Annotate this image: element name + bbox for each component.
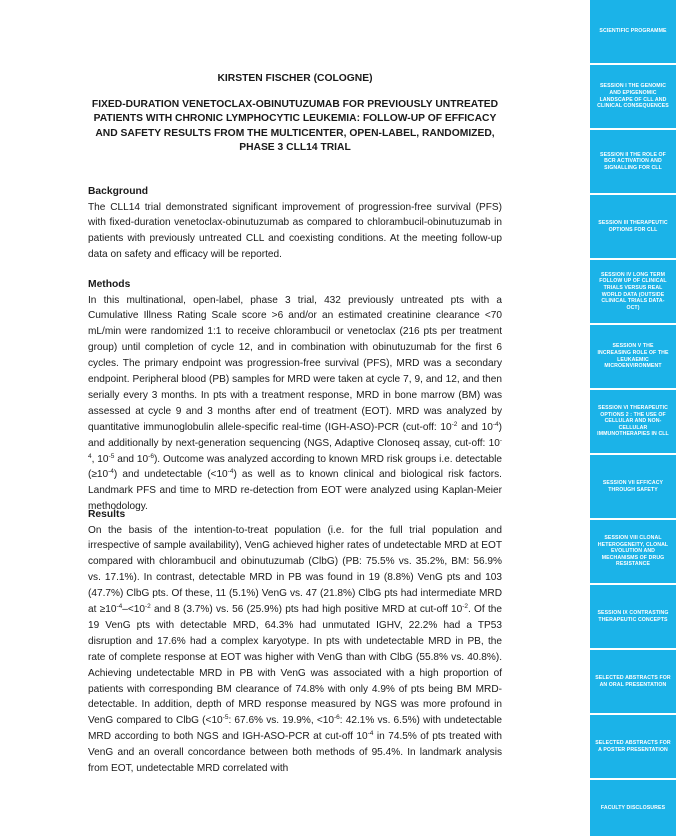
nav-faculty-disclosures[interactable]: FACULTY DISCLOSURES — [590, 780, 676, 836]
nav-session-6[interactable]: SESSION VI THERAPEUTIC OPTIONS 2 : THE USE OF CELLULAR AND NON-CELLULAR IMMUNOTHERAPIES IN CLL — [590, 390, 676, 453]
nav-session-7[interactable]: SESSION VII EFFICACY THROUGH SAFETY — [590, 455, 676, 518]
nav-oral-abstracts[interactable]: SELECTED ABSTRACTS FOR AN ORAL PRESENTATION — [590, 650, 676, 713]
nav-session-1[interactable]: SESSION I THE GENOMIC AND EPIGENOMIC LANDSCAPE OF CLL AND CLINICAL CONSEQUENCES — [590, 65, 676, 128]
author-line: KIRSTEN FISCHER (COLOGNE) — [217, 73, 373, 84]
nav-session-8[interactable]: SESSION VIII CLONAL HETEROGENEITY, CLONAL EVOLUTION AND MECHANISMS OF DRUG RESISTANCE — [590, 520, 676, 583]
nav-session-3[interactable]: SESSION III THERAPEUTIC OPTIONS FOR CLL — [590, 195, 676, 258]
section-navigation — [590, 0, 676, 836]
background-text: The CLL14 trial demonstrated significant improvement of progression-free survival (PFS) with fixed-duration venetoclax-obinutuzumab as compared to chlorambucil-obinutuzumab in patients with previously untreated CLL and coexisting conditions. At the meeting follow-up data on safety and efficacy will be reported. — [88, 201, 502, 261]
nav-session-2[interactable]: SESSION II THE ROLE OF BCR ACTIVATION AND SIGNALLING FOR CLL — [590, 130, 676, 193]
background-heading: Background — [88, 186, 149, 197]
results-text: On the basis of the intention-to-treat population (i.e. for the full trial population and irrespective of sample availability), VenG achieved higher rates of undetectable MRD at EOT compared with chlorambucil and obinutuzumab (ClbG) (PB: 75.5% vs. 35.2%, BM: 56.9% vs. 17.1%). In contrast, detectable MRD in PB was found in 19 (8.8%) VenG pts and 103 (47.7%) ClbG pts. Of these, 11 (5.1%) VenG vs. 47 (21.8%) ClbG pts had intermediate MRD at $\ge 10^{-4}-<10^{-2}$ and 8 (3.7%) vs. 56 (25.9%) pts had high positive MRD at cut-off $10^{-2}$. Of the 19 VenG pts with detectable MRD, 64.3% had unmutated IGHV, 22.2% had a TP53 disruption and 17.6% had a complex karyotype. In pts with undetectable MRD in PB, the rate of complete response at EOT was higher with VenG than with ClbG (55.8% vs. 40.8%). Achieving undetectable MRD in PB with VenG was associated with a high proportion of patients with corresponding BM clearance of 74.8% with only 4.9% of pts being BM MRD-detectable. In addition, depth of MRD response measured by NGS was more profound in VenG compared to ClbG ($<10^{-5}$: 67.6% vs. 19.9%, $<10^{-6}$: 42.1% vs. 6.5%) with undetectable MRD according to both NGS and IGH-ASO-PCR at cut-off $10^{-4}$ in 74.5% of pts treated with VenG and an overall concordance between both methods of 95.4%. In landmark analysis from EOT, undetectable MRD correlated with — [88, 524, 502, 775]
nav-scientific-programme[interactable]: SCIENTIFIC PROGRAMME — [590, 0, 676, 63]
nav-session-9[interactable]: SESSION IX CONTRASTING THERAPEUTIC CONCEPTS — [590, 585, 676, 648]
nav-session-5[interactable]: SESSION V THE INCREASING ROLE OF THE LEUKAEMIC MICROENVIRONMENT — [590, 325, 676, 388]
background-section — [88, 184, 502, 263]
abstract-title: FIXED-DURATION VENETOCLAX-OBINUTUZUMAB FOR PREVIOUSLY UNTREATED PATIENTS WITH CHRONIC LYMPHOCYTIC LEUKEMIA: FOLLOW-UP OF EFFICACY AND SAFETY RESULTS FROM THE MULTICENTER, OPEN-LABEL, RANDOMIZED, PHASE 3 CLL14 TRIAL — [91, 99, 499, 154]
methods-section — [88, 277, 502, 515]
results-heading: Results — [88, 509, 126, 520]
methods-heading: Methods — [88, 279, 131, 290]
nav-session-4[interactable]: SESSION IV LONG TERM FOLLOW UP OF CLINICAL TRIALS VERSUS REAL WORLD DATA (OUTSIDE CLINICAL TRIALS DATA-OCT) — [590, 260, 676, 323]
results-section — [88, 507, 502, 777]
nav-poster-abstracts[interactable]: SELECTED ABSTRACTS FOR A POSTER PRESENTATION — [590, 715, 676, 778]
methods-text: In this multinational, open-label, phase 3 trial, 432 previously untreated pts with a Cumulative Illness Rating Scale score >6 and/or an estimated creatinine clearance <70 mL/min were randomized 1:1 to receive chlorambucil or venetoclax (216 pts per treatment group) until completion of cycle 12, and in combination with obinutuzumab for the first 6 cycles. The primary endpoint was progression-free survival (PFS), MRD was a secondary endpoint. Peripheral blood (PB) samples for MRD were taken at cycle 7, 9, and 12, and then serially every 3 months. In pts with a treatment response, MRD in bone marrow (BM) was assessed at cycle 9 and 3 months after end of treatment (EOT). MRD was analyzed by quantitative immunoglobulin allele-specific real-time (IGH-ASO)-PCR (cut-off: $10^{-2}$ and $10^{-4}$) and additionally by next-generation sequencing (NGS, Adaptive Clonoseq assay, cut-off: $10^{-4}$, $10^{-5}$ and $10^{-6}$). Outcome was analyzed according to known MRD risk groups i.e. detectable $(\ge 10^{-4})$ and undetectable $(<10^{-4})$ as well as to known clinical and biological risk factors. Landmark PFS and time to MRD re-detection from EOT were analyzed using Kaplan-Meier methodology. — [88, 294, 502, 513]
